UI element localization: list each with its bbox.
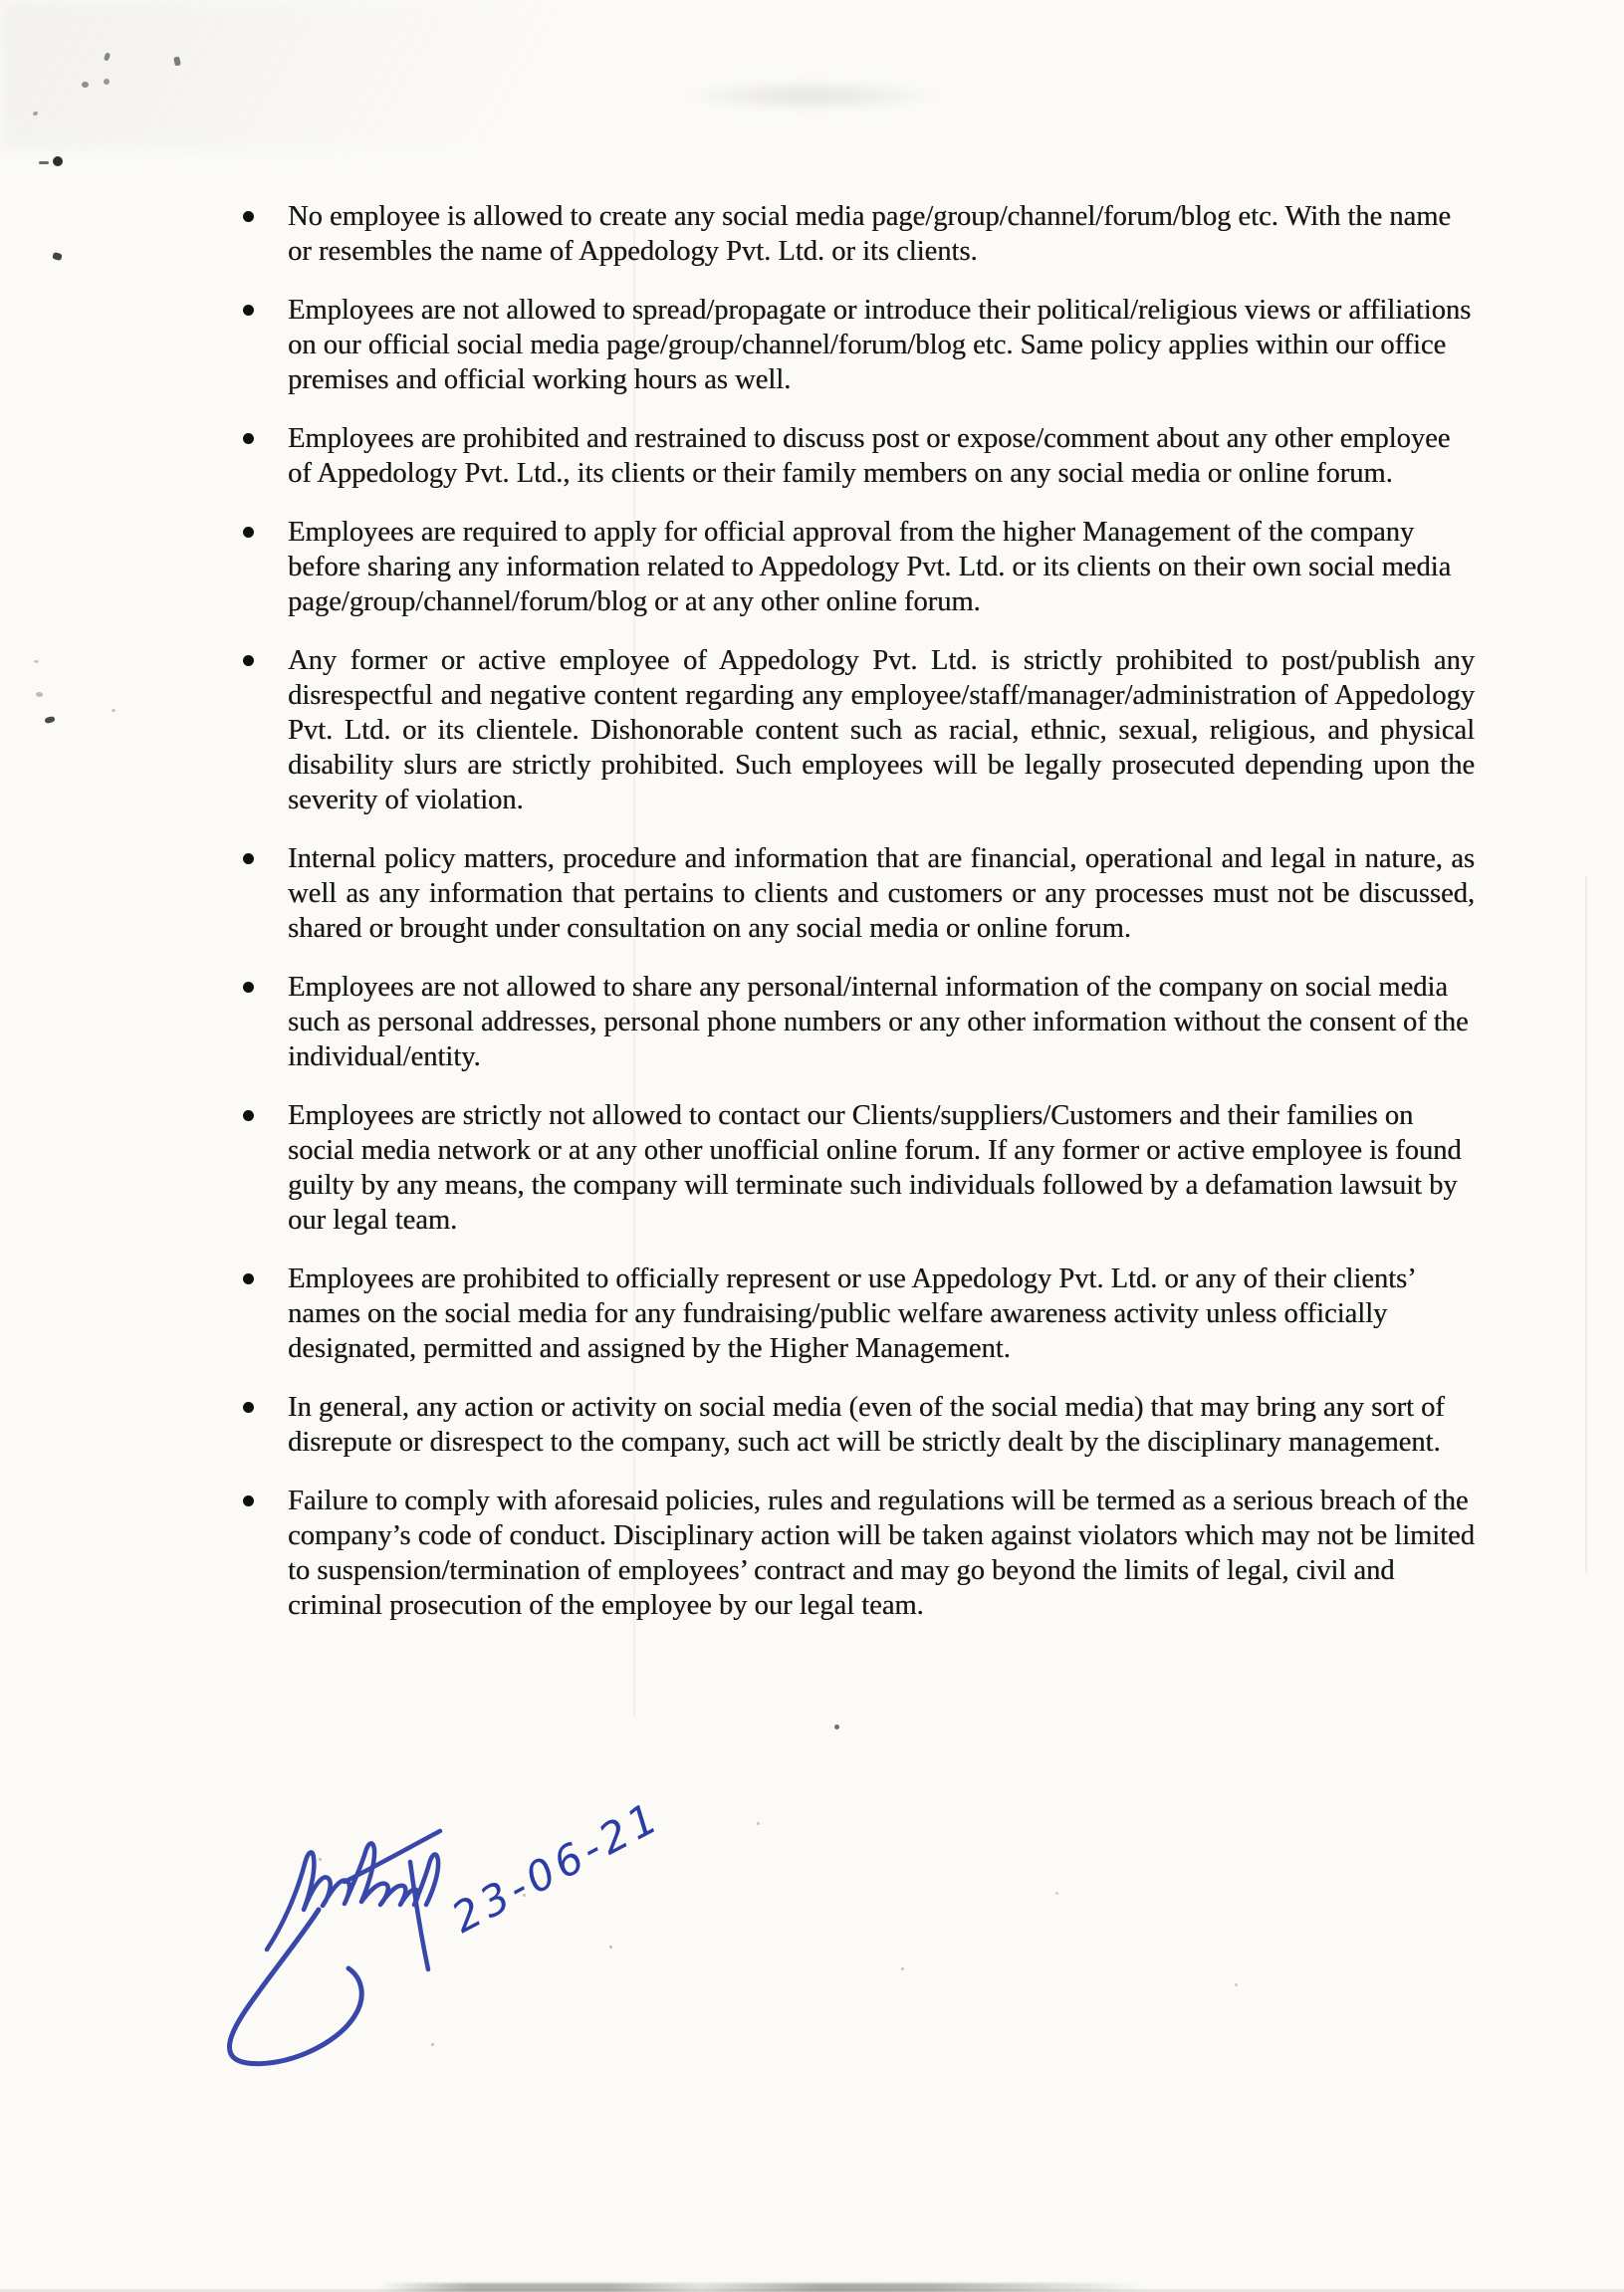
bullet-icon [243,1273,254,1284]
scan-fold-line [633,224,635,1718]
bullet-icon [243,211,254,222]
scan-speck [1235,1983,1238,1986]
signature-flourish-ink [229,1910,361,2064]
policy-bullet-item [288,841,1475,946]
bullet-text: Employees are prohibited and restrained to discuss post or expose/comment about any other employee of Appedology Pvt. Ltd., its clients or their family members on any social media or online forum. [288,423,1451,489]
bullet-text: Employees are strictly not allowed to contact our Clients/suppliers/Customers and their families on social media network or at any other unofficial online forum. If any former or active employee is found guilty by any means, the company will terminate such individuals followed by a defamation lawsuit by our legal team. [288,1100,1462,1236]
policy-bullet-item [288,1098,1475,1238]
bullet-icon [243,655,254,666]
scan-corner-wash [0,0,757,149]
bullet-text: Employees are prohibited to officially represent or use Appedology Pvt. Ltd. or any of their clients’ names on the social media for any fundraising/public welfare awareness activity unless officially designated, permitted and assigned by the Higher Management. [288,1263,1415,1364]
scan-speck [112,709,116,712]
bullet-icon [243,1402,254,1413]
policy-bullet-item [288,293,1475,397]
bullet-text: Employees are required to apply for official approval from the higher Management of the company before sharing any information related to Appedology Pvt. Ltd. or its clients on their own social media page/group/channel/forum/blog or at any other online forum. [288,517,1452,617]
policy-bullet-item [288,970,1475,1074]
policy-bullet-item [288,1261,1475,1366]
policy-bullet-item [288,515,1475,619]
bullet-text: Internal policy matters, procedure and information that are financial, operational and legal in nature, as well as any information that pertains to clients and customers or any processes must not be discussed, shared or brought under consultation on any social media or online forum. [288,843,1475,944]
bullet-icon [243,527,254,538]
policy-bullet-item [288,199,1475,269]
scan-speck [104,79,110,85]
bullet-icon [243,305,254,316]
policy-bullet-item [288,1390,1475,1460]
bullet-icon [243,1495,254,1506]
scan-speck [834,1724,839,1729]
scan-speck [52,252,63,261]
scan-edge-line [1585,876,1587,1573]
policy-bullet-item [288,1484,1475,1623]
bullet-text: Failure to comply with aforesaid policies, rules and regulations will be termed as a serious breach of the company’s code of conduct. Disciplinary action will be taken against violators which may not be limited to suspension/termination of employees’ contract and may go beyond the limits of legal, civil and criminal prosecution of the employee by our legal team. [288,1486,1475,1621]
scan-speck [82,82,89,88]
scan-speck [53,156,63,166]
signature-name-ink [267,1843,438,1949]
bullet-text: Any former or active employee of Appedology Pvt. Ltd. is strictly prohibited to post/publish any disrespectful and negative content regarding any employee/staff/manager/administration of Appedology Pvt. Ltd. or its clientele. Dishonorable content such as racial, ethnic, sexual, religious, and physical disability slurs are strictly prohibited. Such employees will be legally prosecuted depending upon the severity of violation. [288,645,1475,815]
policy-bullet-item [288,421,1475,491]
bullet-text: Employees are not allowed to spread/propagate or introduce their political/religious views or affiliations on our official social media page/group/channel/forum/blog etc. Same policy applies within our office premises and official working hours as well. [288,295,1472,395]
scan-speck [39,161,49,164]
bullet-icon [243,433,254,444]
bullet-text: No employee is allowed to create any social media page/group/channel/forum/blog etc. With the name or resembles the name of Appedology Pvt. Ltd. or its clients. [288,201,1452,267]
scan-smudge [677,80,946,112]
scan-speck [901,1967,904,1970]
signature-block [199,1791,717,2107]
scan-speck [34,660,39,663]
scan-speck [523,1894,526,1897]
scan-speck [36,692,43,697]
bullet-icon [243,1110,254,1121]
bullet-text: In general, any action or activity on social media (even of the social media) that may bring any sort of disrepute or disrespect to the company, such act will be strictly dealt by the disciplinary management. [288,1392,1445,1458]
policy-bullet-item [288,643,1475,817]
scan-speck [609,1946,612,1948]
bullet-icon [243,853,254,864]
scan-speck [44,716,55,724]
scan-speck [431,2043,434,2046]
policy-bullet-list [288,199,1475,1647]
scan-speck [757,1822,760,1825]
scan-speck [319,1858,322,1861]
bullet-text: Employees are not allowed to share any personal/internal information of the company on social media such as personal addresses, personal phone numbers or any other information without the consent of the individual/entity. [288,972,1469,1072]
signature-date-text: 23-06-21 [443,1791,670,1943]
bullet-icon [243,982,254,993]
scan-speck [1055,1892,1058,1895]
